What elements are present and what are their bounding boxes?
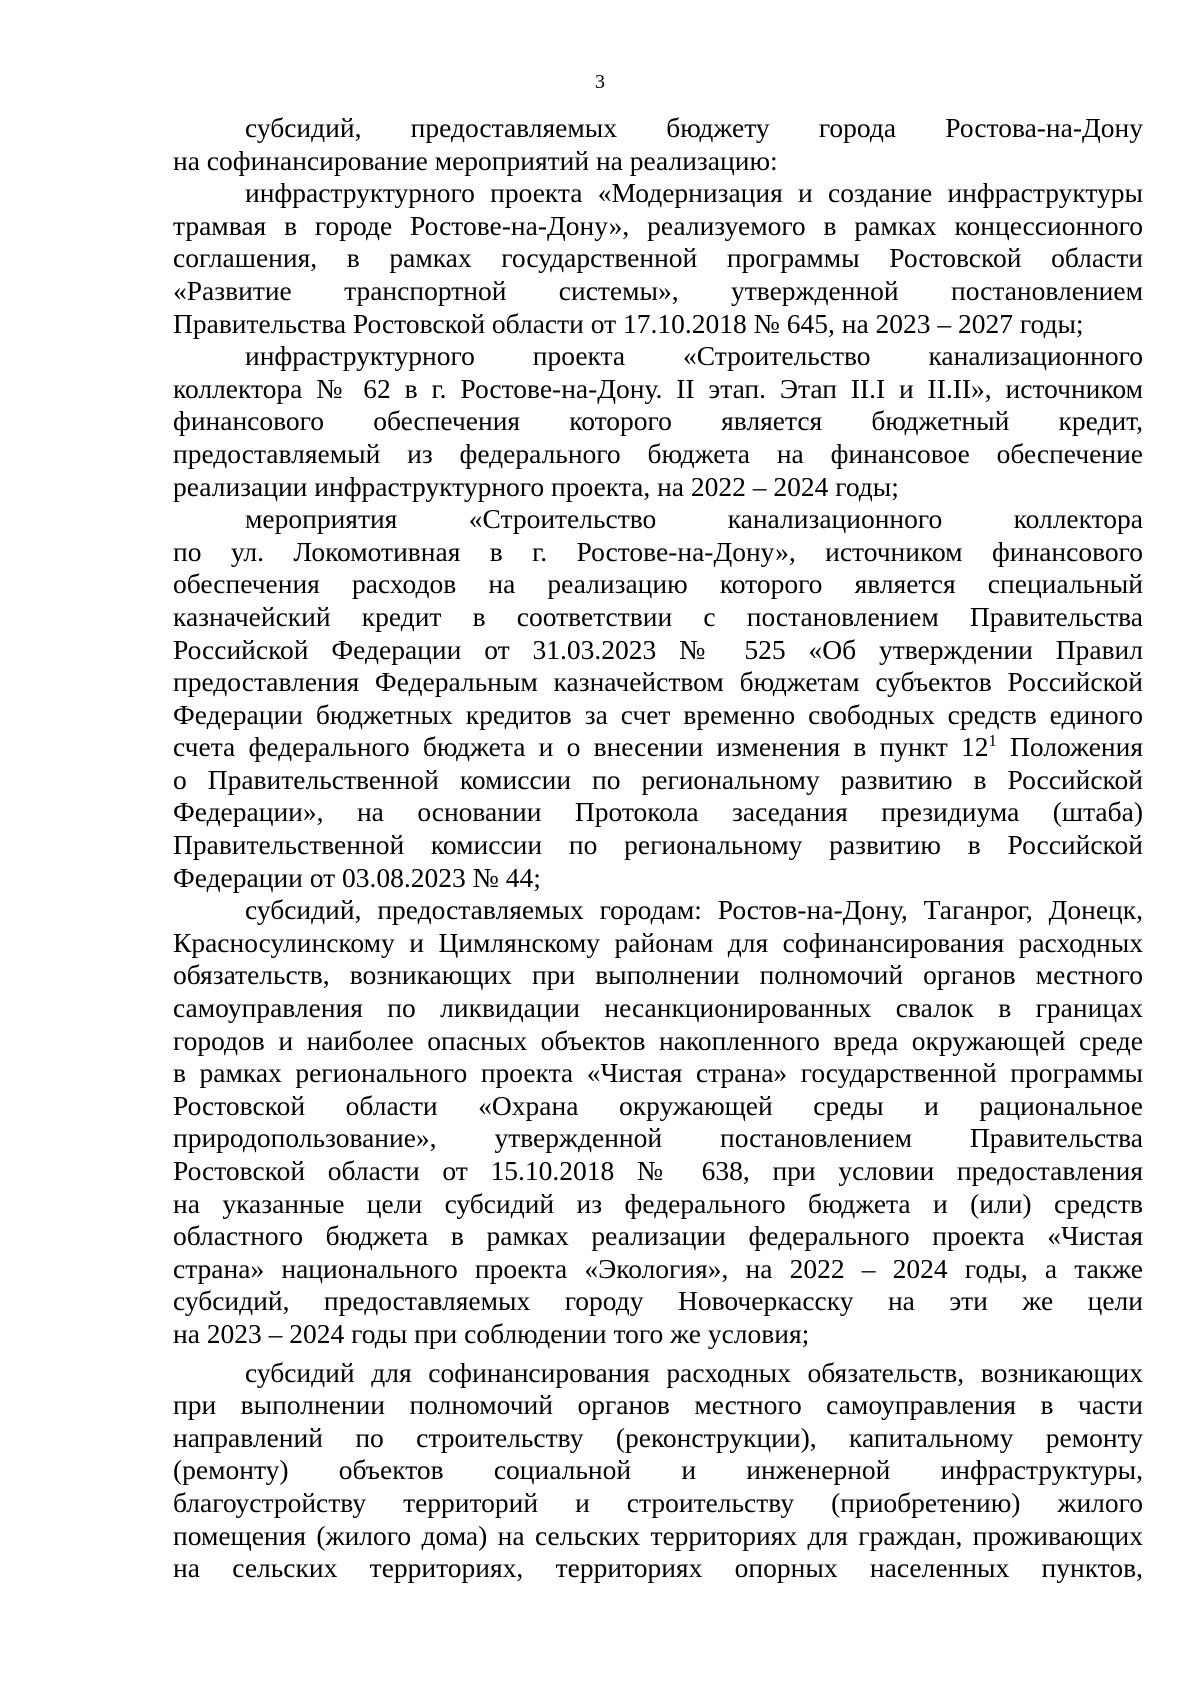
text-line: Федерации бюджетных кредитов за счет временно свободных средств единого	[173, 698, 1143, 730]
text-fragment: счета федерального бюджета и о внесении изменения в пункт 12	[173, 731, 989, 763]
paragraph-2	[173, 177, 1143, 340]
text-line: «Развитие транспортной системы», утвержденной постановлением	[173, 274, 1143, 306]
text-line: субсидий, предоставляемых городам: Ростов-на-Дону, Таганрог, Донецк,	[245, 894, 1143, 926]
text-line: субсидий для софинансирования расходных обязательств, возникающих	[245, 1356, 1143, 1388]
text-line: о Правительственной комиссии по региональному развитию в Российской	[173, 763, 1143, 795]
text-line: городов и наиболее опасных объектов накопленного вреда окружающей среде	[173, 1024, 1143, 1056]
text-line: (ремонту) объектов социальной и инженерной инфраструктуры,	[173, 1454, 1143, 1486]
text-line: реализации инфраструктурного проекта, на 2022 – 2024 годы;	[173, 470, 899, 502]
paragraph-6	[173, 1357, 1143, 1585]
text-line: страна» национального проекта «Экология», на 2022 – 2024 годы, а также	[173, 1252, 1143, 1284]
text-line: субсидий, предоставляемых бюджету города Ростова-на-Дону	[245, 112, 1143, 143]
text-line: направлений по строительству (реконструкции), капитальному ремонту	[173, 1421, 1143, 1453]
text-line: на софинансирование мероприятий на реализацию:	[173, 144, 778, 176]
text-line: помещения (жилого дома) на сельских территориях для граждан, проживающих	[173, 1519, 1143, 1551]
text-line: благоустройству территорий и строительству (приобретению) жилого	[173, 1486, 1143, 1518]
paragraph-5	[173, 894, 1143, 1350]
paragraph-1	[173, 112, 1143, 177]
text-line: Ростовской области «Охрана окружающей среды и рациональное	[173, 1089, 1143, 1121]
text-line: Федерации от 03.08.2023 № 44;	[173, 861, 541, 893]
paragraph-3	[173, 340, 1143, 503]
text-line: областного бюджета в рамках реализации федерального проекта «Чистая	[173, 1220, 1143, 1252]
document-body	[173, 112, 1143, 1585]
text-line: инфраструктурного проекта «Строительство канализационного	[245, 340, 1143, 372]
text-line: Правительственной комиссии по региональному развитию в Российской	[173, 829, 1143, 861]
text-line: при выполнении полномочий органов местного самоуправления в части	[173, 1389, 1143, 1421]
text-line: в рамках регионального проекта «Чистая страна» государственной программы	[173, 1057, 1143, 1089]
text-line: финансового обеспечения которого является бюджетный кредит,	[173, 405, 1143, 437]
text-line: казначейский кредит в соответствии с постановлением Правительства	[173, 600, 1143, 632]
text-line: Ростовской области от 15.10.2018 № 638, при условии предоставления	[173, 1155, 1143, 1186]
text-line: самоуправления по ликвидации несанкционированных свалок в границах	[173, 992, 1143, 1024]
text-line: обязательств, возникающих при выполнении полномочий органов местного	[173, 959, 1143, 991]
text-line: природопользование», утвержденной постановлением Правительства	[173, 1122, 1143, 1154]
paragraph-4	[173, 503, 1143, 894]
text-line: предоставления Федеральным казначейством бюджетам субъектов Российской	[173, 666, 1143, 698]
text-line: Правительства Ростовской области от 17.10.2018 № 645, на 2023 – 2027 годы;	[173, 307, 1084, 339]
text-line: обеспечения расходов на реализацию которого является специальный	[173, 568, 1143, 600]
text-line: инфраструктурного проекта «Модернизация и создание инфраструктуры	[245, 177, 1143, 209]
text-fragment: Положения	[996, 731, 1143, 763]
text-line: на указанные цели субсидий из федерального бюджета и (или) средств	[173, 1187, 1143, 1219]
text-line: Федерации», на основании Протокола заседания президиума (штаба)	[173, 796, 1143, 828]
text-line: Красносулинскому и Цимлянскому районам для софинансирования расходных	[173, 926, 1143, 958]
text-line-with-superscript	[173, 731, 1143, 764]
superscript: 1	[988, 731, 997, 751]
text-line: по ул. Локомотивная в г. Ростове-на-Дону», источником финансового	[173, 535, 1143, 567]
text-line: предоставляемый из федерального бюджета на финансовое обеспечение	[173, 437, 1143, 469]
text-line: коллектора № 62 в г. Ростове-на-Дону. II этап. Этап II.I и II.II», источником	[173, 372, 1143, 404]
text-line: мероприятия «Строительство канализационного коллектора	[245, 503, 1143, 535]
text-line: на сельских территориях, территориях опорных населенных пунктов,	[173, 1552, 1143, 1584]
page-number: 3	[595, 71, 605, 93]
text-line: соглашения, в рамках государственной программы Ростовской области	[173, 242, 1143, 274]
text-line: субсидий, предоставляемых городу Новочеркасску на эти же цели	[173, 1285, 1143, 1317]
text-line: на 2023 – 2024 годы при соблюдении того же условия;	[173, 1317, 810, 1349]
text-line: Российской Федерации от 31.03.2023 № 525 «Об утверждении Правил	[173, 633, 1143, 665]
text-line: трамвая в городе Ростове-на-Дону», реализуемого в рамках концессионного	[173, 209, 1143, 241]
